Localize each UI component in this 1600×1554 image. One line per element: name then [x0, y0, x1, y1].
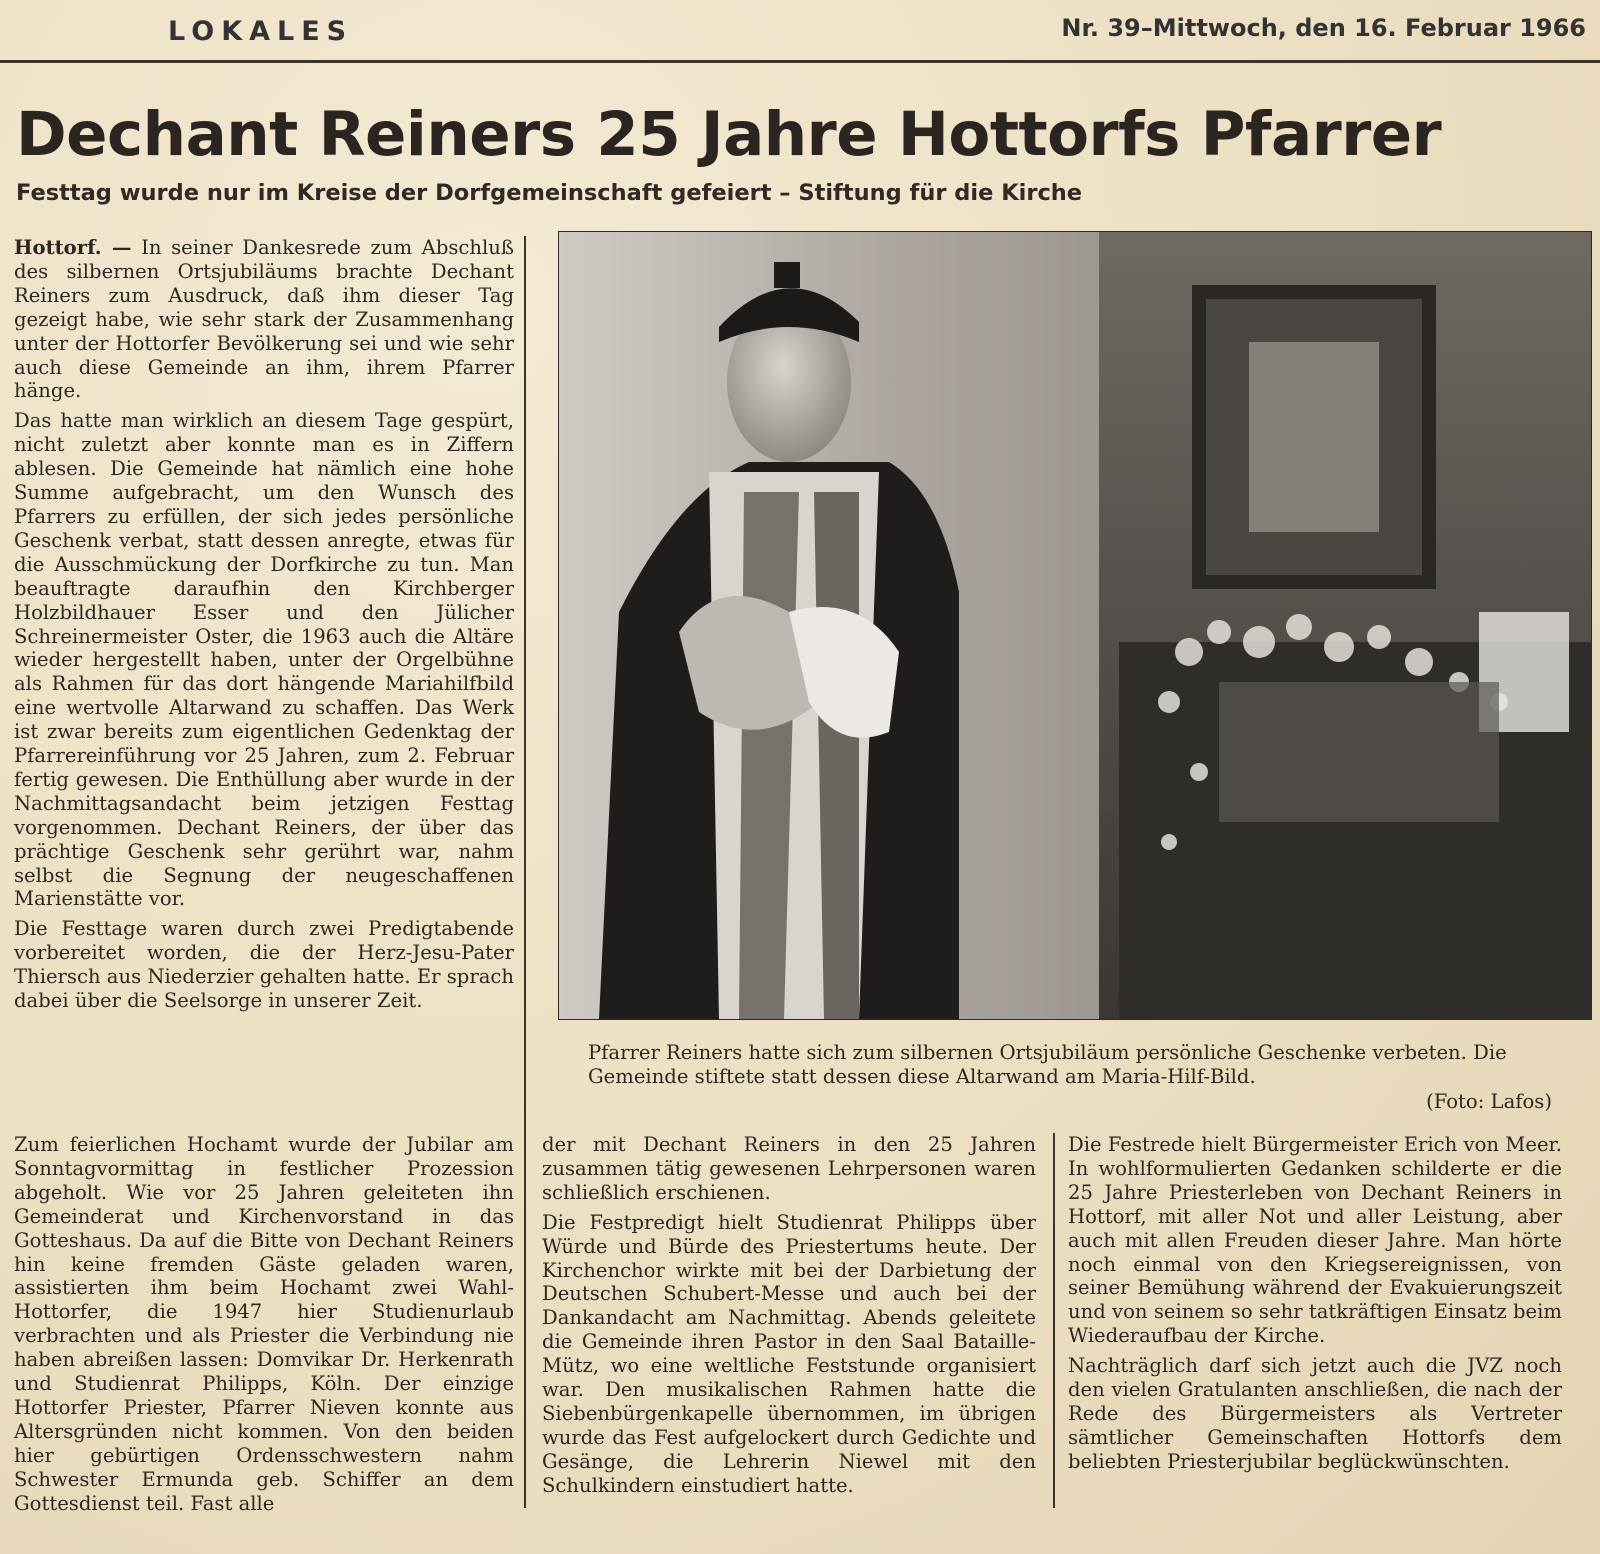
article-paragraph — [14, 236, 514, 403]
priest-photo-illustration — [559, 232, 1591, 1019]
section-title: LOKALES — [168, 16, 354, 47]
article-paragraph: Die Festpredigt hielt Studienrat Philipps über Würde und Bürde des Priestertums heute. Der Kirchenchor wirkte mit bei der Darbietung der Deutschen Schubert-Messe und auch bei der Dankandacht am Nachmittag. Abends geleitete die Gemeinde ihren Pastor in den Saal Bataille-Mütz, wo eine weltliche Feststunde organisiert war. Den musikalischen Rahmen hatte die Siebenbürgenkapelle übernommen, im übrigen wurde das Fest aufgelockert durch Gedichte und Gesänge, die Lehrerin Niewel mit den Schulkindern einstudiert hatte. — [542, 1210, 1036, 1497]
article-subheadline: Festtag wurde nur im Kreise der Dorfgemeinschaft gefeiert – Stiftung für die Kirche — [16, 180, 1083, 206]
column-rule — [524, 236, 526, 1508]
article-photo — [558, 231, 1592, 1020]
article-paragraph: Das hatte man wirklich an diesem Tage gespürt, nicht zuletzt aber konnte man es in Ziffern ablesen. Die Gemeinde hat nämlich eine hohe Summe aufgebracht, um den Wunsch des Pfarrers zu erfüllen, der sich jedes persönliche Geschenk verbat, statt dessen anregte, etwas für die Ausschmückung der Dorfkirche zu tun. Man beauftragte daraufhin den Kirchberger Holzbildhauer Esser und den Jülicher Schreinermeister Oster, die 1963 auch die Altäre wieder hergestellt haben, unter der Orgelbühne als Rahmen für das dort hängende Mariahilfbild eine wertvolle Altarwand zu schaffen. Das Werk ist zwar bereits zum eigentlichen Gedenktag der Pfarrereinführung vor 25 Jahren, zum 2. Februar fertig gewesen. Die Enthüllung aber wurde in der Nachmittagsandacht beim jetzigen Festtag vorgenommen. Dechant Reiners, der über das prächtige Geschenk sehr gerührt war, nahm selbst die Segnung der neugeschaffenen Marienstätte vor. — [14, 409, 514, 911]
issue-date: Nr. 39–Mittwoch, den 16. Februar 1966 — [1061, 14, 1586, 42]
paragraph-text: In seiner Dankesrede zum Abschluß des silbernen Ortsjubiläums brachte Dechant Reiners zum Ausdruck, daß ihm dieser Tag gezeigt habe, wie sehr stark der Zusammenhang unter der Hottorfer Bevölkerung sei und wie sehr auch diese Gemeinde an ihm, ihrem Pfarrer hänge. — [14, 236, 514, 403]
article-headline: Dechant Reiners 25 Jahre Hottorfs Pfarrer — [16, 99, 1442, 170]
masthead — [0, 0, 1600, 63]
article-paragraph: Die Festrede hielt Bürgermeister Erich von Meer. In wohlformulierten Gedanken schilderte er die 25 Jahre Priesterleben von Dechant Reiners in Hottorf, mit aller Not und aller Leistung, aber auch mit allen Freuden dieser Jahre. Man hörte noch einmal von den Kriegsereignissen, von seiner Bemühung während der Evakuierungszeit und von seinem so sehr tatkräftigen Einsatz beim Wiederaufbau der Kirche. — [1068, 1133, 1562, 1348]
article-column-1 — [14, 236, 514, 1013]
photo-credit: (Foto: Lafos) — [1426, 1090, 1552, 1113]
article-column-3 — [1068, 1133, 1562, 1474]
article-paragraph: Zum feierlichen Hochamt wurde der Jubilar am Sonntagvormittag in festlicher Prozession abgeholt. Wie vor 25 Jahren geleiteten ihn Gemeinderat und Kirchenvorstand in das Gotteshaus. Da auf die Bitte von Dechant Reiners hin keine fremden Gäste geladen waren, assistierten ihm beim Hochamt zwei Wahl-Hottorfer, die 1947 hier Studienurlaub verbrachten und als Priester die Verbindung nie haben abreißen lassen: Domvikar Dr. Herkenrath und Studienrat Philipps, Köln. Der einzige Hottorfer Priester, Pfarrer Nieven konnte aus Altersgründen nicht kommen. Von den beiden hier gebürtigen Ordensschwestern nahm Schwester Ermunda geb. Schiffer an dem Gottesdienst teil. Fast alle — [14, 1133, 514, 1515]
article-paragraph: Nachträglich darf sich jetzt auch die JVZ noch den vielen Gratulanten anschließen, die nach der Rede des Bürgermeisters als Vertreter sämtlicher Gemeinschaften Hottorfs dem beliebten Priesterjubilar beglückwünschten. — [1068, 1354, 1562, 1473]
article-paragraph: Die Festtage waren durch zwei Predigtabende vorbereitet worden, die der Herz-Jesu-Pater Thiersch aus Niederzier gehalten hatte. Er sprach dabei über die Seelsorge in unserer Zeit. — [14, 917, 514, 1013]
article-paragraph: der mit Dechant Reiners in den 25 Jahren zusammen tätig gewesenen Lehrpersonen waren schließlich erschienen. — [542, 1133, 1036, 1204]
article-column-2 — [542, 1133, 1036, 1498]
dateline: Hottorf. — — [14, 236, 132, 259]
column-rule — [1053, 1133, 1055, 1508]
photo-caption: Pfarrer Reiners hatte sich zum silbernen Ortsjubiläum persönliche Geschenke verbeten. Die Gemeinde stiftete statt dessen diese Altarwand am Maria-Hilf-Bild. — [588, 1041, 1507, 1088]
article-column-1-continued — [14, 1133, 514, 1516]
